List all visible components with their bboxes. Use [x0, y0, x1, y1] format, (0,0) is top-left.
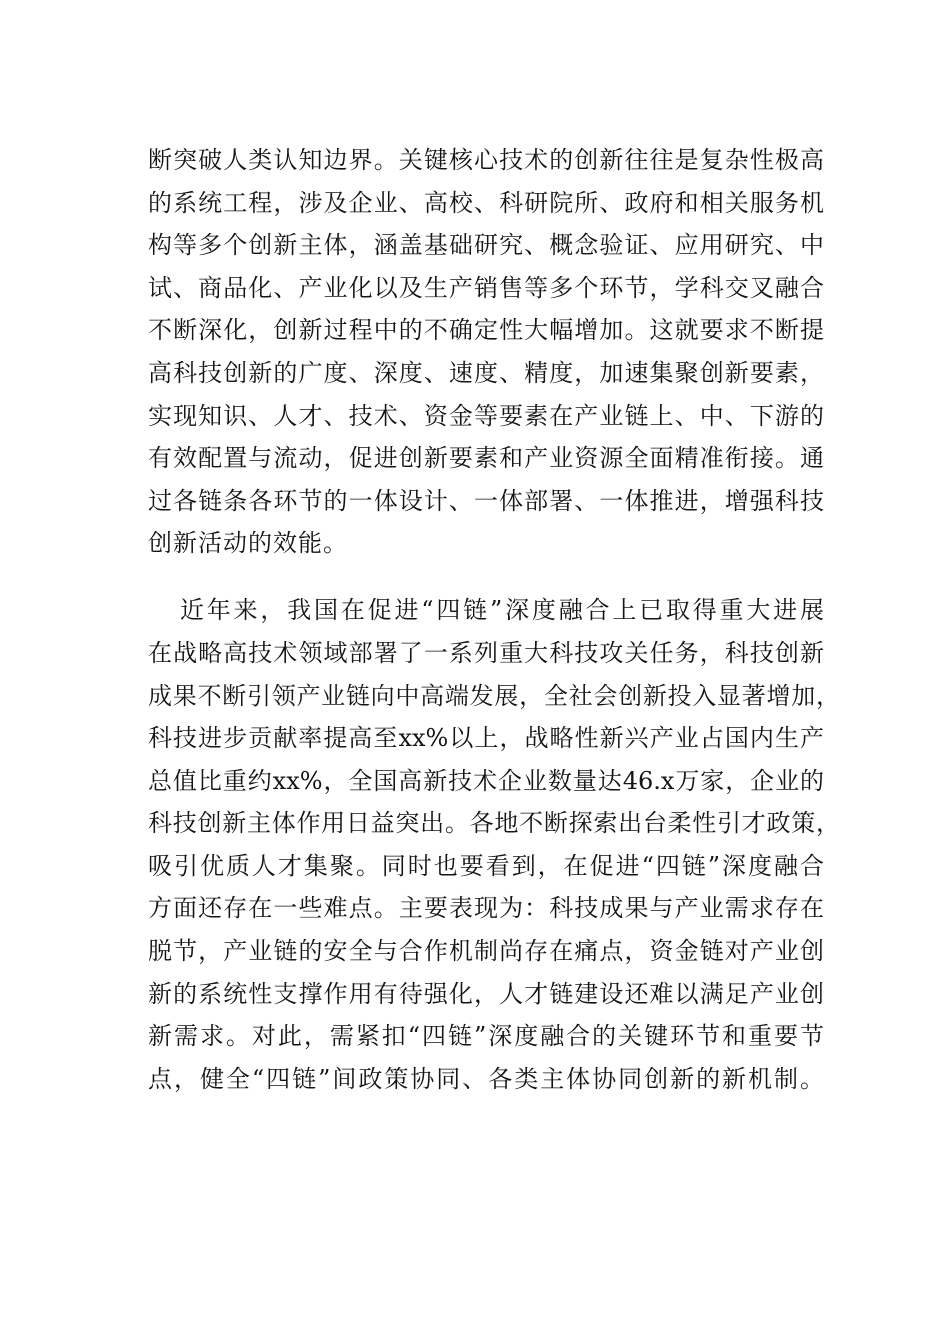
text-line: 过各链条各环节的一体设计、一体部署、一体推进，增强科技 — [148, 486, 824, 515]
body-text — [148, 139, 840, 1100]
paragraph-2 — [148, 589, 840, 1100]
text-line: 新需求。对此，需紧扣“四链”深度融合的关键环节和重要节 — [148, 1022, 824, 1051]
text-line: 点，健全“四链”间政策协同、各类主体协同创新的新机制。 — [148, 1064, 824, 1093]
text-line: 吸引优质人才集聚。同时也要看到，在促进“四链”深度融合 — [148, 851, 824, 880]
text-line: 成果不断引领产业链向中高端发展，全社会创新投入显著增加， — [148, 681, 840, 710]
text-line: 近年来，我国在促进“四链”深度融合上已取得重大进展 — [180, 596, 824, 625]
text-line: 有效配置与流动，促进创新要素和产业资源全面精准衔接。通 — [148, 444, 824, 473]
text-line: 断突破人类认知边界。关键核心技术的创新往往是复杂性极高 — [148, 146, 824, 174]
text-line: 构等多个创新主体，涵盖基础研究、概念验证、应用研究、中 — [148, 231, 824, 260]
text-line: 高科技创新的广度、深度、速度、精度，加速集聚创新要素， — [148, 358, 824, 387]
text-line: 试、商品化、产业化以及生产销售等多个环节，学科交叉融合 — [148, 273, 824, 302]
text-line: 科技创新主体作用日益突出。各地不断探索出台柔性引才政策， — [148, 809, 840, 838]
text-line: 实现知识、人才、技术、资金等要素在产业链上、中、下游的 — [148, 401, 824, 430]
text-line: 新的系统性支撑作用有待强化，人才链建设还难以满足产业创 — [148, 979, 824, 1008]
text-line: 科技进步贡献率提高至xx%以上，战略性新兴产业占国内生产 — [148, 724, 824, 753]
text-line: 的系统工程，涉及企业、高校、科研院所、政府和相关服务机 — [148, 188, 824, 217]
text-line: 在战略高技术领域部署了一系列重大科技攻关任务，科技创新 — [148, 638, 824, 667]
paragraph-1 — [148, 139, 824, 565]
text-line: 不断深化，创新过程中的不确定性大幅增加。这就要求不断提 — [148, 316, 824, 345]
text-line: 方面还存在一些难点。主要表现为：科技成果与产业需求存在 — [148, 894, 824, 923]
text-line: 创新活动的效能。 — [148, 529, 348, 558]
text-line: 脱节，产业链的安全与合作机制尚存在痛点，资金链对产业创 — [148, 937, 824, 966]
text-line: 总值比重约xx%，全国高新技术企业数量达46.x万家，企业的 — [148, 766, 824, 795]
